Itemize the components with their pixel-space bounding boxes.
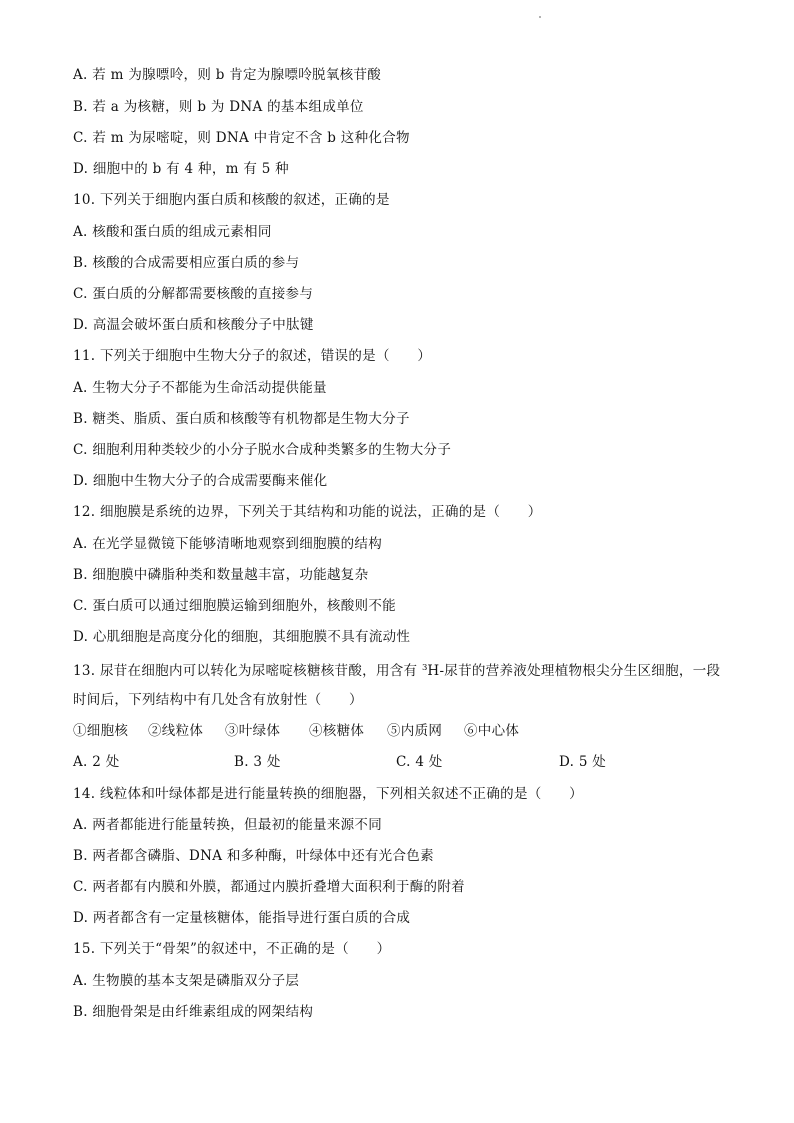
q13-stem-pre: 13. 尿苷在细胞内可以转化为尿嘧啶核糖核苷酸，用含有 [73, 663, 422, 679]
q15-option-b: B. 细胞骨架是由纤维素组成的网架结构 [73, 1004, 314, 1020]
q11-option-b: B. 糖类、脂质、蛋白质和核酸等有机物都是生物大分子 [73, 411, 410, 427]
q11-option-c: C. 细胞利用种类较少的小分子脱水合成种类繁多的生物大分子 [73, 442, 452, 458]
q14-option-d: D. 两者都含有一定量核糖体，能指导进行蛋白质的合成 [73, 910, 411, 926]
q13-option-c: C. 4 处 [396, 754, 443, 770]
q13-choices [73, 753, 633, 771]
q11-stem: 11. 下列关于细胞中生物大分子的叙述，错误的是（ ） [73, 348, 432, 364]
structure-item: ⑥中心体 [464, 723, 520, 739]
q13-option-d: D. 5 处 [559, 754, 607, 770]
q15-stem: 15. 下列关于“骨架”的叙述中，不正确的是（ ） [73, 941, 391, 957]
q13-structure-list [73, 722, 519, 740]
q10-option-b: B. 核酸的合成需要相应蛋白质的参与 [73, 255, 300, 271]
q9-option-a: A. 若 m 为腺嘌呤，则 b 肯定为腺嘌呤脱氧核苷酸 [73, 67, 382, 83]
q9-option-d: D. 细胞中的 b 有 4 种，m 有 5 种 [73, 161, 289, 177]
structure-item: ⑤内质网 [387, 723, 443, 739]
q14-option-b: B. 两者都含磷脂、DNA 和多种酶，叶绿体中还有光合色素 [73, 848, 434, 864]
q14-option-c: C. 两者都有内膜和外膜，都通过内膜折叠增大面积利于酶的附着 [73, 879, 465, 895]
q14-stem: 14. 线粒体和叶绿体都是进行能量转换的细胞器，下列相关叙述不正确的是（ ） [73, 786, 583, 802]
q13-option-b: B. 3 处 [234, 754, 281, 770]
q11-option-d: D. 细胞中生物大分子的合成需要酶来催化 [73, 473, 328, 489]
q13-stem-post: H-尿苷的营养液处理植物根尖分生区细胞，一段 [427, 663, 721, 679]
q9-option-c: C. 若 m 为尿嘧啶，则 DNA 中肯定不含 b 这种化合物 [73, 130, 410, 146]
structure-item: ②线粒体 [148, 723, 204, 739]
q15-option-a: A. 生物膜的基本支架是磷脂双分子层 [73, 973, 300, 989]
q12-option-a: A. 在光学显微镜下能够清晰地观察到细胞膜的结构 [73, 536, 383, 552]
q10-option-c: C. 蛋白质的分解都需要核酸的直接参与 [73, 286, 314, 302]
q10-option-a: A. 核酸和蛋白质的组成元素相同 [73, 224, 272, 240]
q13-option-a: A. 2 处 [73, 754, 120, 770]
q12-option-d: D. 心肌细胞是高度分化的细胞，其细胞膜不具有流动性 [73, 629, 411, 645]
structure-item: ④核糖体 [309, 723, 365, 739]
q12-stem: 12. 细胞膜是系统的边界，下列关于其结构和功能的说法，正确的是（ ） [73, 504, 542, 520]
corner-dot [539, 16, 541, 18]
q13-superscript: 3 [421, 663, 428, 673]
q13-stem-continued: 时间后，下列结构中有几处含有放射性（ ） [73, 692, 363, 708]
q9-option-b: B. 若 a 为核糖，则 b 为 DNA 的基本组成单位 [73, 99, 364, 115]
q10-option-d: D. 高温会破坏蛋白质和核酸分子中肽键 [73, 317, 314, 333]
q12-option-c: C. 蛋白质可以通过细胞膜运输到细胞外，核酸则不能 [73, 598, 396, 614]
structure-item: ③叶绿体 [225, 723, 281, 739]
q13-stem [73, 659, 720, 680]
q14-option-a: A. 两者都能进行能量转换，但最初的能量来源不同 [73, 817, 383, 833]
structure-item: ①细胞核 [73, 723, 129, 739]
q11-option-a: A. 生物大分子不都能为生命活动提供能量 [73, 380, 327, 396]
q12-option-b: B. 细胞膜中磷脂种类和数量越丰富，功能越复杂 [73, 567, 369, 583]
q10-stem: 10. 下列关于细胞内蛋白质和核酸的叙述，正确的是 [73, 192, 390, 208]
